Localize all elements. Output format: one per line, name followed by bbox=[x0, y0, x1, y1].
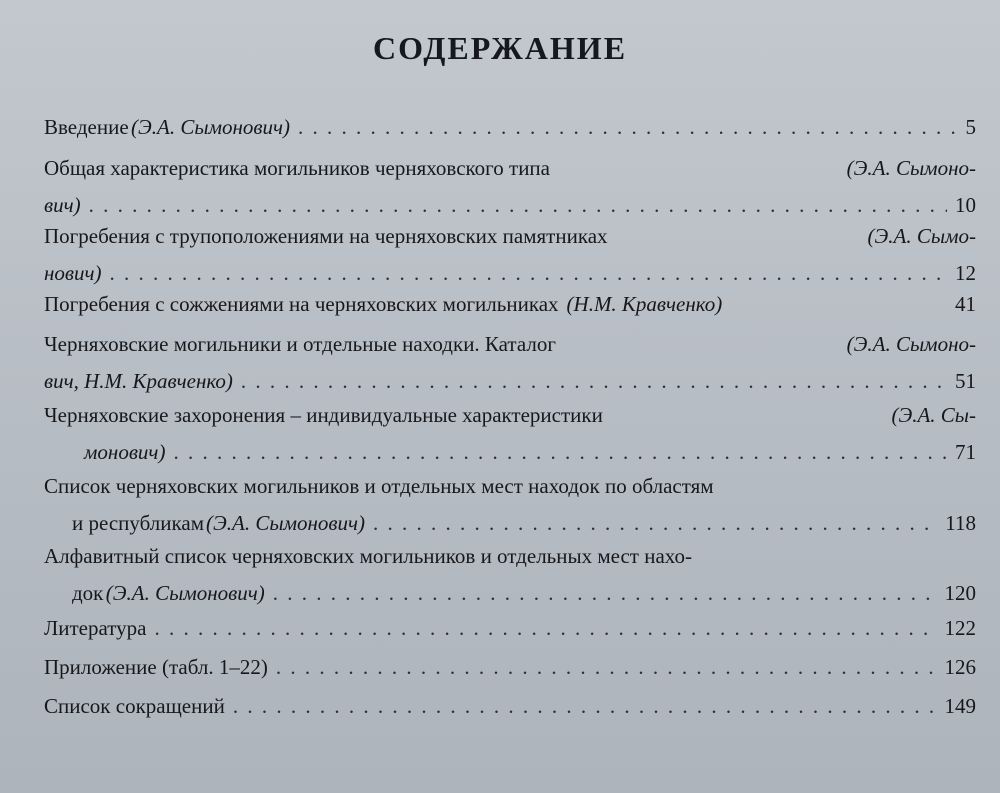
toc-entry-list-by-region[interactable] bbox=[44, 468, 976, 542]
page-number: 41 bbox=[955, 292, 976, 316]
entry-title: Черняховские могильники и отдельные находки. Каталог bbox=[44, 332, 556, 356]
page-number: 118 bbox=[945, 511, 976, 535]
entry-author-continued: вич, Н.М. Кравченко) bbox=[44, 369, 233, 393]
page-number: 12 bbox=[955, 261, 976, 285]
entry-author: (Э.А. Сымо- bbox=[867, 224, 976, 248]
entry-title: Черняховские захоронения – индивидуальные характеристики bbox=[44, 403, 603, 427]
leader-dots bbox=[276, 649, 937, 686]
entry-author: (Э.А. Сымонович) bbox=[131, 115, 291, 139]
entry-title: Общая характеристика могильников черняховского типа bbox=[44, 156, 550, 180]
entry-title-continued: и республикам bbox=[72, 511, 204, 535]
entry-title: Введение bbox=[44, 115, 129, 139]
page-number: 10 bbox=[955, 193, 976, 217]
entry-title: Литература bbox=[44, 616, 147, 640]
leader-dots bbox=[241, 363, 947, 400]
page-number: 120 bbox=[944, 581, 976, 605]
leader-dots bbox=[233, 688, 937, 725]
entry-title-continued: док bbox=[72, 581, 104, 605]
toc-entry-individual-characteristics[interactable] bbox=[44, 397, 976, 471]
page-number: 51 bbox=[955, 369, 976, 393]
leader-dots bbox=[154, 610, 936, 647]
entry-author: (Э.А. Сымонович) bbox=[105, 581, 265, 605]
toc-entry-cremation-burials[interactable] bbox=[44, 286, 976, 323]
entry-title: Погребения с сожжениями на черняховских могильниках bbox=[44, 292, 559, 316]
page-number: 5 bbox=[965, 115, 976, 139]
leader-dots bbox=[373, 505, 937, 542]
page-title: СОДЕРЖАНИЕ bbox=[372, 30, 628, 66]
entry-author: (Э.А. Сымонович) bbox=[206, 511, 366, 535]
toc-entry-abbreviations[interactable] bbox=[44, 688, 976, 725]
toc-entry-introduction[interactable] bbox=[44, 109, 976, 146]
entry-author: (Э.А. Сы- bbox=[891, 403, 976, 427]
leader-dots bbox=[273, 575, 937, 612]
page-number: 126 bbox=[944, 655, 976, 679]
page-number: 122 bbox=[944, 616, 976, 640]
toc-entry-inhumation-burials[interactable] bbox=[44, 218, 976, 292]
toc-entry-alphabetical-list[interactable] bbox=[44, 538, 976, 612]
entry-title: Погребения с трупоположениями на черняховских памятниках bbox=[44, 224, 608, 248]
leader-dots bbox=[298, 109, 957, 146]
page-number: 71 bbox=[955, 440, 976, 464]
entry-author-continued: вич) bbox=[44, 193, 81, 217]
entry-title: Список черняховских могильников и отдельных мест находок по областям bbox=[44, 474, 714, 498]
entry-title: Алфавитный список черняховских могильников и отдельных мест нахо- bbox=[44, 544, 692, 568]
toc-entry-literature[interactable] bbox=[44, 610, 976, 647]
entry-author-continued: монович) bbox=[84, 440, 166, 464]
toc-entry-general-characteristics[interactable] bbox=[44, 150, 976, 224]
toc-entry-appendix[interactable] bbox=[44, 649, 976, 686]
leader-dots bbox=[173, 434, 947, 471]
toc-entry-catalog[interactable] bbox=[44, 326, 976, 400]
page-number: 149 bbox=[944, 694, 976, 718]
entry-author: (Э.А. Сымоно- bbox=[846, 156, 976, 180]
entry-title: Приложение (табл. 1–22) bbox=[44, 655, 268, 679]
entry-author: (Н.М. Кравченко) bbox=[566, 292, 723, 316]
entry-title: Список сокращений bbox=[44, 694, 225, 718]
entry-author: (Э.А. Сымоно- bbox=[846, 332, 976, 356]
entry-author-continued: нович) bbox=[44, 261, 102, 285]
